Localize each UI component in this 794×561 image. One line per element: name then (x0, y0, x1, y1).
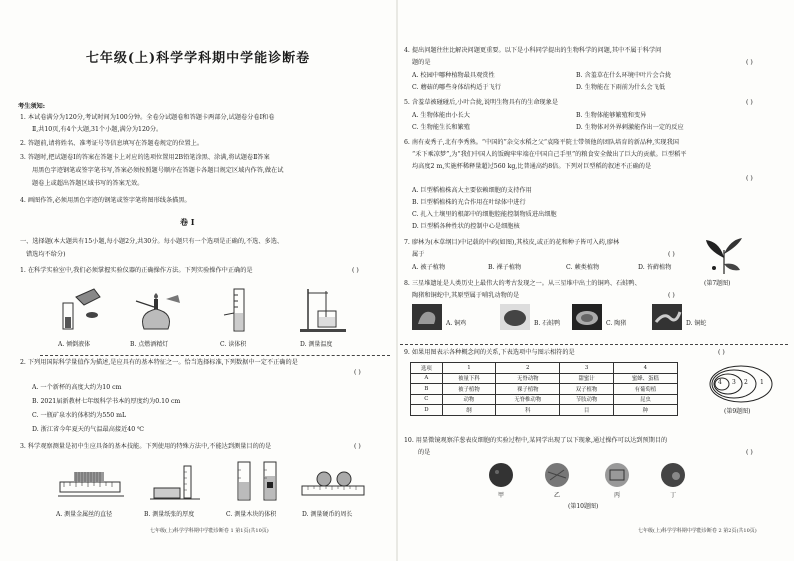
table-cell: 2 (496, 363, 560, 374)
table-cell: 目 (560, 405, 613, 416)
divider (40, 355, 390, 356)
q6-option-b: B. 巨型稻植株的光合作用在叶绿体中进行 (412, 199, 526, 206)
q7-stem: 7. 廖林为(本草纲目)中记载的中药(如图),其枝皮,或正的花和种子皆可入药,廖林 (404, 239, 620, 246)
q7-plant-figure (702, 236, 746, 276)
q9-caption: (第9题图) (724, 408, 751, 415)
q8-image-d (652, 304, 682, 330)
table-cell: 蜜蜂、蛋糕 (613, 373, 677, 384)
q3-figure-c (232, 458, 288, 504)
q10-caption: (第10题图) (568, 503, 599, 510)
q8-option-a: A. 铜鸡 (446, 320, 467, 327)
q5-option-d: D. 生物体对外界刺激能作出一定的反应 (576, 124, 684, 131)
q5-option-c: C. 生物能生长和繁殖 (412, 124, 470, 131)
notice-line: 用黑色字迹钢笔或签字笔书写,答案必须按照题号顺序在答题卡各题目规定区域内作答,做在试 (32, 167, 284, 174)
q10-view-bing (604, 462, 630, 488)
table-row (411, 405, 678, 416)
q6-stem-cont: “禾下乘凉梦”,为“我们中国人的饭碗牢牢端在中国自己手里”的粮食安全做出了巨大的贡献。巨型稻平 (412, 151, 687, 158)
q6-answer-bracket: ( ) (746, 175, 753, 182)
notice-line: 2. 答题前,请将姓名、准考证号等信息填写在答题卷规定的位置上。 (20, 140, 204, 147)
q10-label: 丙 (614, 492, 621, 499)
section-intro: 一、选择题(本大题共有15小题,每小题2分,共30分。每小题只有一个选项是正确的,不选、多选、 (20, 238, 284, 245)
q8-answer-bracket: ( ) (668, 292, 675, 299)
table-cell: 被子植物 (442, 384, 495, 395)
table-cell: C (411, 394, 443, 405)
q7-answer-bracket: ( ) (668, 251, 675, 258)
q10-view-jia (488, 462, 514, 488)
q8-image-c (572, 304, 602, 330)
page-footer: 七年级(上)科学学科期中学能诊断卷 2 第2页(共10页) (638, 528, 757, 534)
table-row (411, 363, 678, 374)
q2-option-b: B. 2021届新教材七年级科学书本的厚度约为0.10 cm (32, 398, 181, 405)
q7-caption: (第7题图) (704, 280, 731, 287)
circle-label: 3 (732, 379, 736, 386)
q1-figure-b (130, 285, 182, 335)
q9-stem: 9. 如果用图表示各种概念间的关系,下表选项中与图示相符的是 (404, 349, 575, 356)
q6-option-a: A. 巨型稻植株高大主要依赖细胞的支持作用 (412, 187, 532, 194)
circle-label: 4 (718, 379, 722, 386)
q8-stem-cont: 陶猪和铜蛇中,其原型属于哺乳动物的是 (412, 292, 520, 299)
q5-option-a: A. 生物体能由小长大 (412, 112, 470, 119)
table-cell: D (411, 405, 443, 416)
q4-answer-bracket: ( ) (746, 59, 753, 66)
q1-option-c: C. 读体积 (220, 341, 247, 348)
q3-figure-a (54, 462, 130, 504)
q2-option-c: C. 一瓶矿泉水的体积约为550 mL (32, 412, 127, 419)
table-cell: B (411, 384, 443, 395)
q10-label: 甲 (498, 492, 505, 499)
table-cell: 纲 (442, 405, 495, 416)
table-cell: 节肢动物 (560, 394, 613, 405)
table-cell: 有葡萄植 (613, 384, 677, 395)
q10-stem: 10. 用显微镜观察洋葱表皮细胞的实验过程中,某同学出现了以下现象,通过操作可以达到预期目的 (404, 437, 668, 444)
q2-option-d: D. 浙江省今年夏天的气温最高接近40 ℃ (32, 426, 145, 433)
q4-option-d: D. 生物能在下雨前为什么会飞低 (576, 84, 666, 91)
q8-option-d: D. 铜蛇 (686, 320, 707, 327)
table-row (411, 384, 678, 395)
q7-option-b: B. 裸子植物 (488, 264, 522, 271)
q3-figure-d (298, 462, 368, 504)
q10-view-ding (660, 462, 686, 488)
q1-option-d: D. 测量温度 (300, 341, 333, 348)
q3-option-a: A. 测量金属丝的直径 (56, 511, 113, 518)
q1-figure-d (298, 285, 352, 335)
q4-option-b: B. 含羞草在什么环境中叶片会合拢 (576, 72, 672, 79)
q4-stem-cont: 题的是 (412, 59, 431, 66)
q1-figure-c (222, 285, 256, 335)
table-cell: 选项 (411, 363, 443, 374)
q1-figure-a (58, 285, 106, 335)
q5-stem: 5. 含羞草被碰碰后,小叶合拢,说明生物具有的生命现象是 (404, 99, 559, 106)
q7-option-a: A. 被子植物 (412, 264, 446, 271)
table-cell: 3 (560, 363, 613, 374)
page-footer: 七年级(上)科学学科期中学能诊断卷 1 第1页(共10页) (150, 528, 269, 534)
notice-heading: 考生须知: (18, 103, 46, 110)
table-cell: 昆虫 (613, 394, 677, 405)
page-title: 七年级(上)科学学科期中学能诊断卷 (85, 51, 311, 66)
q4-option-a: A. 校园中哪种植物最具观赏性 (412, 72, 495, 79)
table-cell: 双子植物 (560, 384, 613, 395)
left-page (0, 0, 396, 561)
q3-option-b: B. 测量纸张的厚度 (144, 511, 195, 518)
q5-answer-bracket: ( ) (746, 99, 753, 106)
table-cell: 种 (613, 405, 677, 416)
table-cell: A (411, 373, 443, 384)
q1-option-b: B. 点燃酒精灯 (130, 341, 169, 348)
q1-option-a: A. 倾倒液体 (58, 341, 91, 348)
table-cell: 无脊动物 (496, 373, 560, 384)
q5-option-b: B. 生物体能够繁殖和变异 (576, 112, 647, 119)
q2-option-a: A. 一个新杯的高度大约为10 cm (32, 384, 122, 391)
q10-label: 丁 (670, 492, 677, 499)
q7-option-c: C. 蕨类植物 (566, 264, 600, 271)
q10-view-yi (544, 462, 570, 488)
q2-answer-bracket: ( ) (354, 369, 361, 376)
q9-options-table (410, 362, 678, 416)
notice-line: 4. 画图作答,必须用黑色字迹的钢笔或签字笔将图形线条描黑。 (20, 197, 191, 204)
q1-answer-bracket: ( ) (352, 267, 359, 274)
circle-label: 2 (744, 379, 748, 386)
table-row (411, 394, 678, 405)
q8-stem: 8. 三星堆遗址是人类历史上最伟大的考古发现之一。从三星堆中出土的铜鸡、石蛙鸭、 (404, 280, 641, 287)
table-cell: 科 (496, 405, 560, 416)
circle-label: 1 (760, 379, 764, 386)
table-cell: 甜蜜计 (560, 373, 613, 384)
section-intro: 错选均不给分) (26, 251, 66, 258)
notice-line: 3. 答题时,把试题卷Ⅰ的答案在答题卡上对应的选项位置用2B铅笔涂黑、涂满,将试题卷Ⅱ答案 (20, 154, 270, 161)
q1-stem: 1. 在科学实验室中,我们必须掌握实验仪器的正确操作方法。下列实验操作中正确的是 (20, 267, 253, 274)
q4-option-c: C. 蘑菇的哪些身体结构适于飞行 (412, 84, 501, 91)
notice-line: 1. 本试卷满分为120分,考试时间为100分钟。全卷分试题卷和答题卡两部分,试题卷分卷Ⅰ和卷 (20, 114, 275, 121)
q9-nested-circles (708, 364, 774, 408)
q6-option-d: D. 巨型稻各种性状的控制中心是细胞核 (412, 223, 520, 230)
q3-option-c: C. 测量木块的体积 (226, 511, 277, 518)
q10-stem-cont: 的是 (418, 449, 431, 456)
q3-figure-b (148, 462, 204, 504)
q9-answer-bracket: ( ) (718, 349, 725, 356)
q3-option-d: D. 测量硬币的周长 (302, 511, 353, 518)
q4-stem: 4. 提出问题往往比解决问题更重要。以下是小科同学提出的生物科学的问题,其中不属于科学问 (404, 47, 662, 54)
q10-label: 乙 (554, 492, 561, 499)
q2-stem: 2. 下列用国际科学量值作为描述,是应具有的基本特征之一。恰当选择标准,下列数据中一定不正确的是 (20, 359, 298, 366)
notice-line: 题卷上或超出答题区域书写的答案无效。 (32, 180, 144, 187)
q8-option-b: B. 石蛙鸭 (534, 320, 561, 327)
right-page (398, 0, 794, 561)
q7-stem-cont: 属于 (412, 251, 425, 258)
table-cell: 动物 (442, 394, 495, 405)
notice-line: Ⅱ,共10页,有4个大题,31个小题,满分为120分。 (32, 126, 163, 133)
table-cell: 无脊椎动物 (496, 394, 560, 405)
table-cell: 4 (613, 363, 677, 374)
table-cell: 裸子植物 (496, 384, 560, 395)
table-cell: 1 (442, 363, 495, 374)
section-label: 卷 Ⅰ (180, 217, 195, 227)
q6-stem: 6. 南有麦秀子,北有李秀熟。“中国的”杂交水稻之父“袁隆平院士带领他的团队培育的新品种,实现我国 (404, 139, 679, 146)
q3-stem: 3. 科学观察测量是初中生应具备的基本技能。下列使用的特殊方法中,不能达到测量目的的是 (20, 443, 272, 450)
table-cell: 被量下科 (442, 373, 495, 384)
q3-answer-bracket: ( ) (354, 443, 361, 450)
q8-option-c: C. 陶猪 (606, 320, 627, 327)
q8-image-a (412, 304, 442, 330)
q7-option-d: D. 苔藓植物 (638, 264, 672, 271)
table-row (411, 373, 678, 384)
q6-stem-cont: 均高度2 m,实施杯稀释量超过560 kg,比普通高约8倍。下列对巨型稻的叙述不正确的是 (412, 163, 652, 170)
q6-option-c: C. 扎入土壤里的根部中的细胞腔能控制物质进出细胞 (412, 211, 557, 218)
q8-image-b (500, 304, 530, 330)
divider (400, 344, 788, 345)
q10-answer-bracket: ( ) (746, 449, 753, 456)
